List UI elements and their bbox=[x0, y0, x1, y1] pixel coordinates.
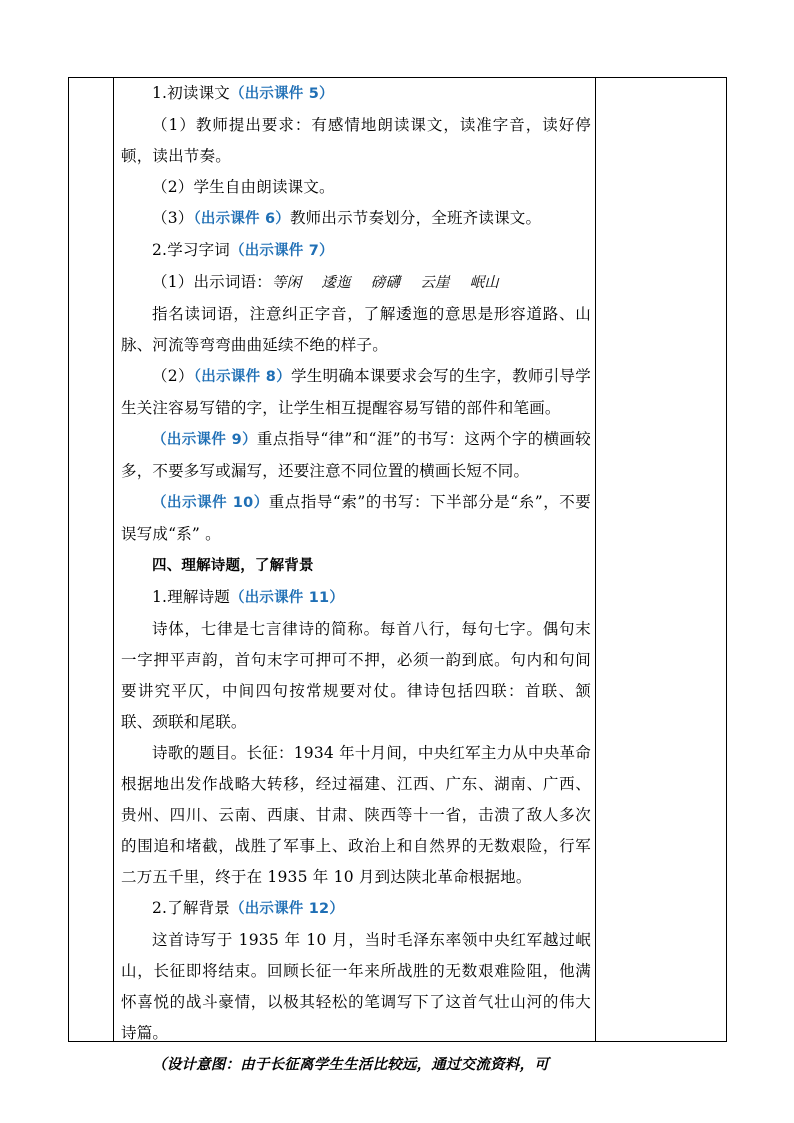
step-2-courseware-10: （出示课件 10）重点指导“索”的书写：下半部分是“糸”，不要误写成“系” 。 bbox=[121, 493, 591, 543]
step-2-courseware-9: （出示课件 9）重点指导“律”和“涯”的书写：这两个字的横画较多，不要多写或漏写，还要注意不同位置的横画长短不同。 bbox=[121, 430, 591, 480]
background-paragraph: 这首诗写于 1935 年 10 月，当时毛泽东率领中央红军越过岷山，长征即将结束。回顾长征一年来所战胜的无数艰难险阻，他满怀喜悦的战斗豪情，以极其轻松的笔调写下了这首气壮山河的伟大诗篇。 bbox=[121, 931, 591, 1042]
teaching-content-cell bbox=[121, 78, 591, 1080]
step-1-item-1: （1）教师提出要求：有感情地朗读课文，读准字音，读好停顿，读出节奏。 bbox=[121, 116, 591, 165]
step-2-item-2: （2）（出示课件 8）学生明确本课要求会写的生字，教师引导学生关注容易写错的字，让学生相互提醒容易写错的部件和笔画。 bbox=[121, 367, 591, 417]
word-3: 磅礴 bbox=[370, 275, 401, 291]
poem-title-paragraph: 诗歌的题目。长征：1934 年十月间，中央红军主力从中央革命根据地出发作战略大转移，经过福建、江西、广东、湖南、广西、贵州、四川、云南、西康、甘肃、陕西等十一省，击溃了敌人多次的围追和堵截，战胜了军事上、政治上和自然界的无数艰险，行军二万五千里，终于在 1935 年 10 月到达陕北革命根据地。 bbox=[121, 744, 591, 886]
poem-form-paragraph: 诗体，七律是七言律诗的简称。每首八行，每句七字。偶句末一字押平声韵，首句末字可押可不押，必须一韵到底。句内和句间要讲究平仄，中间四句按常规要对仗。律诗包括四联：首联、颔联、颈联和尾联。 bbox=[121, 620, 591, 731]
section-4-heading: 四、理解诗题，了解背景 bbox=[152, 558, 314, 574]
step-1-heading: 1.初读课文（出示课件 5） bbox=[152, 84, 334, 102]
section-4-step-2-heading: 2.了解背景（出示课件 12） bbox=[152, 899, 345, 917]
vocabulary-line: （1）出示词语：等闲 逶迤 磅礴 云崖 岷山 bbox=[152, 273, 499, 291]
step-2-heading: 2.学习字词（出示课件 7） bbox=[152, 241, 334, 259]
word-4: 云崖 bbox=[420, 275, 450, 291]
step-2-explain: 指名读词语，注意纠正字音，了解逶迤的意思是形容道路、山脉、河流等弯弯曲曲延续不绝的样子。 bbox=[121, 305, 591, 354]
word-1: 等闲 bbox=[271, 275, 302, 291]
step-1-item-2: （2）学生自由朗读课文。 bbox=[152, 178, 335, 196]
table-column-divider-2 bbox=[595, 77, 596, 1042]
table-right-border bbox=[726, 77, 727, 1042]
design-intent-paragraph: （设计意图：由于长征离学生生活比较远，通过交流资料，可 bbox=[152, 1056, 549, 1073]
table-column-divider-1 bbox=[113, 77, 114, 1042]
table-left-border bbox=[68, 77, 69, 1042]
word-5: 岷山 bbox=[469, 275, 499, 291]
word-2: 逶迤 bbox=[321, 275, 351, 291]
step-1-item-3: （3）（出示课件 6）教师出示节奏划分，全班齐读课文。 bbox=[152, 209, 542, 227]
section-4-step-1-heading: 1.理解诗题（出示课件 11） bbox=[152, 588, 345, 606]
